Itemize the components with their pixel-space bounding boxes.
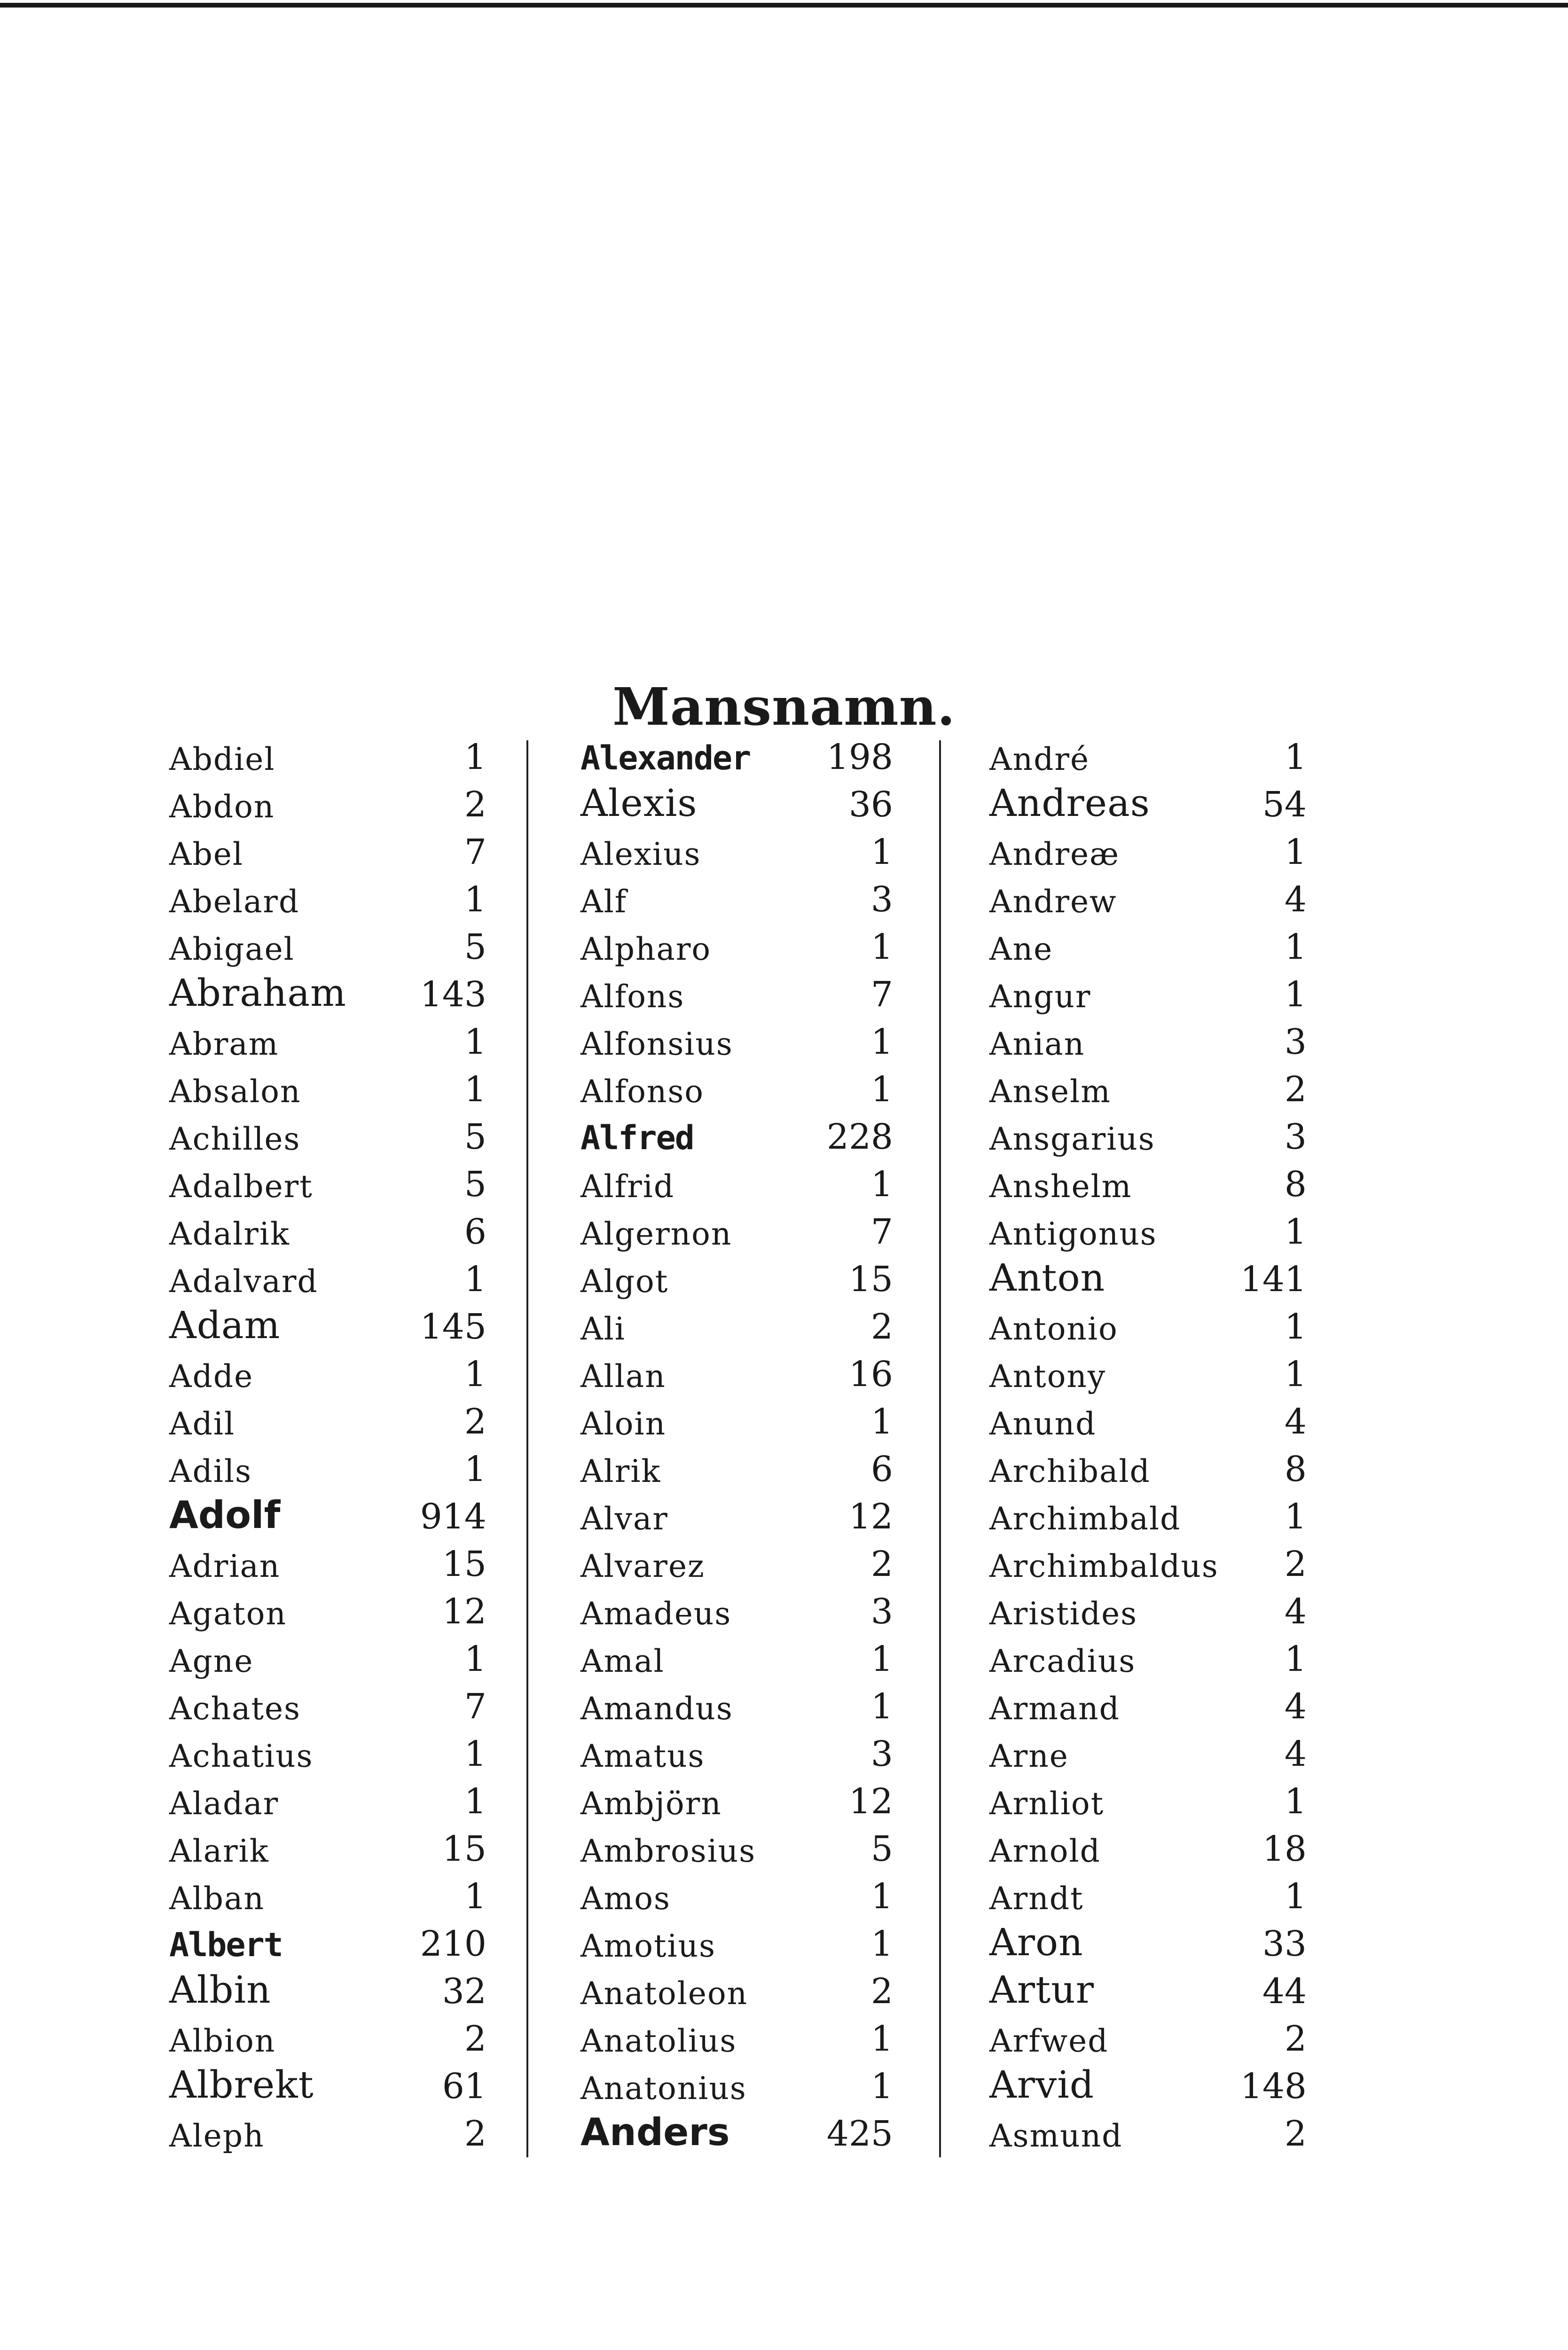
entry-count: 1: [870, 1924, 893, 1964]
name-entry: [989, 2114, 1307, 2164]
entry-count: 8: [1284, 1164, 1307, 1205]
entry-count: 1: [1284, 1876, 1307, 1917]
entry-name: Armand: [989, 1691, 1120, 1727]
entry-name: Angur: [989, 979, 1091, 1015]
name-column-1: [169, 737, 486, 2164]
entry-count: 1: [464, 1449, 486, 1489]
entry-count: 8: [1284, 1449, 1307, 1489]
name-entry: [580, 1591, 893, 1642]
entry-name: Albin: [169, 1968, 271, 2012]
entry-name: Amadeus: [580, 1596, 732, 1632]
entry-count: 1: [464, 879, 486, 920]
entry-name: Alfonsius: [580, 1026, 733, 1062]
name-entry: [989, 1876, 1307, 1927]
entry-count: 228: [826, 1117, 893, 1157]
name-column-3: [989, 737, 1307, 2164]
entry-name: Artur: [989, 1968, 1094, 2012]
name-entry: [989, 927, 1307, 978]
entry-count: 61: [442, 2066, 486, 2107]
name-entry: [580, 2019, 893, 2069]
name-entry: [580, 781, 893, 835]
entry-name: Antonio: [989, 1311, 1118, 1347]
entry-count: 1: [870, 2019, 893, 2059]
entry-count: 4: [1284, 879, 1307, 920]
name-entry: [169, 1829, 486, 1880]
name-entry: [989, 1164, 1307, 1215]
entry-count: 1: [870, 2066, 893, 2107]
entry-name: Adalbert: [169, 1168, 313, 1205]
name-entry: [989, 1354, 1307, 1405]
entry-name: Anatonius: [580, 2070, 747, 2107]
entry-count: 3: [1284, 1117, 1307, 1157]
name-entry: [580, 1402, 893, 1452]
entry-name: Allan: [580, 1358, 666, 1394]
entry-name: Adalvard: [169, 1263, 318, 1300]
name-entry: [580, 1971, 893, 2022]
entry-count: 18: [1262, 1829, 1307, 1869]
name-entry: [989, 2019, 1307, 2069]
column-divider-2: [939, 740, 941, 2157]
name-entry: [169, 2019, 486, 2069]
entry-name: Achatius: [169, 1738, 314, 1774]
entry-name: Adde: [169, 1358, 254, 1394]
entry-count: 2: [464, 2019, 486, 2059]
name-entry: [169, 2114, 486, 2164]
entry-count: 210: [420, 1924, 486, 1964]
entry-name: Anund: [989, 1406, 1097, 1442]
entry-count: 425: [826, 2114, 893, 2154]
name-entry: [580, 1496, 893, 1547]
entry-name: André: [989, 741, 1090, 777]
entry-count: 1: [1284, 1212, 1307, 1252]
entry-name: Ambrosius: [580, 1833, 756, 1869]
entry-name: Abel: [169, 836, 244, 872]
entry-name: Abraham: [169, 971, 346, 1015]
name-entry: [989, 1022, 1307, 1073]
entry-name: Andreæ: [989, 836, 1120, 872]
name-entry: [169, 1924, 486, 1974]
entry-count: 1: [1284, 1781, 1307, 1822]
entry-count: 2: [464, 784, 486, 825]
entry-count: 1: [1284, 927, 1307, 967]
name-entry: [989, 1544, 1307, 1595]
name-entry: [989, 1069, 1307, 1120]
entry-name: Archibald: [989, 1453, 1151, 1489]
entry-name: Albrekt: [169, 2063, 314, 2107]
entry-count: 1: [870, 1686, 893, 1727]
entry-count: 1: [870, 1876, 893, 1917]
entry-name: Anselm: [989, 1073, 1111, 1110]
entry-name: Ali: [580, 1311, 626, 1347]
name-entry: [169, 1781, 486, 1832]
name-entry: [169, 1734, 486, 1785]
top-rule: [0, 3, 1568, 8]
entry-name: Arvid: [989, 2063, 1095, 2107]
entry-count: 15: [442, 1829, 486, 1869]
entry-count: 2: [464, 1402, 486, 1442]
entry-count: 1: [464, 1639, 486, 1679]
entry-count: 12: [848, 1496, 893, 1537]
entry-name: Abelard: [169, 884, 300, 920]
name-entry: [169, 1968, 486, 2022]
entry-name: Abram: [169, 1026, 279, 1062]
entry-count: 3: [870, 879, 893, 920]
entry-count: 1: [870, 832, 893, 872]
name-entry: [580, 1876, 893, 1927]
name-entry: [580, 974, 893, 1025]
entry-count: 143: [420, 974, 486, 1015]
entry-count: 7: [464, 832, 486, 872]
name-entry: [989, 1829, 1307, 1880]
name-entry: [989, 1449, 1307, 1500]
entry-name: Amal: [580, 1643, 665, 1679]
entry-name: Asmund: [989, 2118, 1123, 2154]
entry-name: Alexius: [580, 836, 701, 872]
entry-name: Alpharo: [580, 931, 712, 967]
entry-count: 4: [1284, 1591, 1307, 1632]
name-entry: [169, 1354, 486, 1405]
name-entry: [989, 832, 1307, 883]
name-entry: [580, 1022, 893, 1073]
entry-count: 1: [870, 1022, 893, 1062]
entry-name: Abdon: [169, 789, 275, 825]
entry-name: Alrik: [580, 1453, 661, 1489]
entry-name: Achates: [169, 1691, 301, 1727]
name-entry: [169, 1493, 486, 1547]
entry-count: 6: [464, 1212, 486, 1252]
entry-name: Albert: [169, 1926, 282, 1964]
entry-count: 3: [870, 1591, 893, 1632]
entry-count: 5: [870, 1829, 893, 1869]
entry-name: Archimbaldus: [989, 1548, 1219, 1584]
name-entry: [989, 1307, 1307, 1357]
entry-name: Antigonus: [989, 1216, 1157, 1252]
entry-name: Anton: [989, 1256, 1105, 1300]
entry-count: 16: [848, 1354, 893, 1394]
name-entry: [169, 1069, 486, 1120]
name-entry: [989, 1496, 1307, 1547]
entry-name: Algernon: [580, 1216, 732, 1252]
entry-name: Ane: [989, 931, 1053, 967]
entry-name: Amos: [580, 1880, 671, 1917]
entry-count: 44: [1262, 1971, 1307, 2012]
entry-name: Aleph: [169, 2118, 265, 2154]
entry-name: Agne: [169, 1643, 254, 1679]
entry-name: Algot: [580, 1263, 669, 1300]
entry-count: 7: [464, 1686, 486, 1727]
entry-count: 1: [464, 1876, 486, 1917]
entry-name: Abigael: [169, 931, 295, 967]
entry-name: Absalon: [169, 1073, 301, 1110]
name-entry: [169, 1544, 486, 1595]
entry-name: Amatus: [580, 1738, 705, 1774]
name-entry: [169, 832, 486, 883]
entry-count: 1: [870, 927, 893, 967]
entry-count: 33: [1262, 1924, 1307, 1964]
entry-name: Andreas: [989, 781, 1150, 825]
entry-name: Achilles: [169, 1121, 301, 1157]
name-entry: [169, 1591, 486, 1642]
name-entry: [989, 879, 1307, 930]
entry-name: Anatoleon: [580, 1975, 748, 2012]
name-entry: [989, 1781, 1307, 1832]
entry-name: Arcadius: [989, 1643, 1136, 1679]
entry-count: 1: [870, 1069, 893, 1110]
name-entry: [580, 1734, 893, 1785]
entry-name: Adil: [169, 1406, 235, 1442]
entry-name: Amandus: [580, 1691, 733, 1727]
entry-name: Amotius: [580, 1928, 716, 1964]
entry-count: 4: [1284, 1402, 1307, 1442]
entry-name: Adalrik: [169, 1216, 290, 1252]
name-entry: [169, 1212, 486, 1262]
entry-count: 4: [1284, 1734, 1307, 1774]
entry-count: 1: [464, 1069, 486, 1110]
entry-count: 1: [1284, 1639, 1307, 1679]
entry-count: 7: [870, 974, 893, 1015]
entry-count: 145: [420, 1307, 486, 1347]
entry-name: Alarik: [169, 1833, 269, 1869]
name-entry: [989, 1639, 1307, 1690]
entry-name: Alexander: [580, 739, 751, 777]
entry-name: Adrian: [169, 1548, 281, 1584]
name-entry: [580, 1781, 893, 1832]
entry-name: Anatolius: [580, 2023, 737, 2059]
name-entry: [580, 1069, 893, 1120]
entry-name: Abdiel: [169, 741, 275, 777]
entry-name: Alvarez: [580, 1548, 705, 1584]
entry-name: Adolf: [169, 1493, 281, 1537]
entry-count: 1: [870, 1164, 893, 1205]
entry-count: 4: [1284, 1686, 1307, 1727]
entry-count: 5: [464, 1164, 486, 1205]
name-entry: [580, 1639, 893, 1690]
name-entry: [169, 2063, 486, 2117]
entry-count: 198: [826, 737, 893, 777]
entry-count: 1: [1284, 974, 1307, 1015]
column-divider-1: [526, 740, 528, 2157]
entry-count: 1: [464, 1022, 486, 1062]
entry-name: Aloin: [580, 1406, 666, 1442]
name-entry: [580, 1164, 893, 1215]
entry-name: Anders: [580, 2110, 730, 2154]
name-entry: [169, 737, 486, 788]
entry-name: Ambjörn: [580, 1786, 722, 1822]
name-entry: [580, 737, 893, 788]
entry-name: Anian: [989, 1026, 1085, 1062]
name-entry: [989, 974, 1307, 1025]
entry-name: Adils: [169, 1453, 252, 1489]
name-entry: [580, 879, 893, 930]
name-entry: [169, 971, 486, 1025]
entry-count: 3: [870, 1734, 893, 1774]
entry-count: 1: [464, 1734, 486, 1774]
entry-count: 1: [464, 1354, 486, 1394]
entry-count: 7: [870, 1212, 893, 1252]
entry-name: Albion: [169, 2023, 276, 2059]
entry-name: Alfred: [580, 1119, 694, 1157]
name-entry: [169, 1402, 486, 1452]
entry-count: 2: [1284, 2114, 1307, 2154]
entry-count: 12: [442, 1591, 486, 1632]
entry-count: 32: [442, 1971, 486, 2012]
entry-count: 1: [870, 1402, 893, 1442]
name-entry: [580, 2110, 893, 2164]
name-entry: [169, 784, 486, 835]
entry-count: 1: [1284, 1496, 1307, 1537]
name-entry: [580, 1924, 893, 1974]
entry-name: Alf: [580, 884, 627, 920]
name-entry: [580, 2066, 893, 2117]
name-entry: [580, 832, 893, 883]
entry-name: Alfons: [580, 979, 685, 1015]
entry-name: Andrew: [989, 884, 1117, 920]
entry-count: 1: [1284, 1354, 1307, 1394]
entry-name: Alexis: [580, 781, 698, 825]
name-entry: [580, 1544, 893, 1595]
entry-name: Arnold: [989, 1833, 1101, 1869]
name-entry: [989, 1117, 1307, 1167]
entry-count: 36: [848, 784, 893, 825]
name-entry: [169, 1639, 486, 1690]
entry-name: Anshelm: [989, 1168, 1132, 1205]
entry-count: 1: [1284, 1307, 1307, 1347]
entry-name: Archimbald: [989, 1501, 1181, 1537]
entry-name: Alvar: [580, 1501, 668, 1537]
name-entry: [580, 927, 893, 978]
entry-count: 6: [870, 1449, 893, 1489]
entry-count: 148: [1240, 2066, 1307, 2107]
name-entry: [169, 1876, 486, 1927]
entry-count: 5: [464, 927, 486, 967]
entry-count: 914: [420, 1496, 486, 1537]
entry-count: 15: [848, 1259, 893, 1300]
name-entry: [580, 1829, 893, 1880]
entry-name: Alban: [169, 1880, 265, 1917]
name-entry: [169, 1449, 486, 1500]
name-entry: [989, 1591, 1307, 1642]
name-entry: [580, 1686, 893, 1737]
name-entry: [169, 1164, 486, 1215]
entry-name: Arne: [989, 1738, 1069, 1774]
entry-name: Aristides: [989, 1596, 1137, 1632]
name-entry: [169, 1022, 486, 1073]
entry-count: 1: [1284, 832, 1307, 872]
entry-name: Aladar: [169, 1786, 279, 1822]
name-entry: [989, 1256, 1307, 1310]
entry-name: Agaton: [169, 1596, 287, 1632]
entry-name: Ansgarius: [989, 1121, 1155, 1157]
name-entry: [169, 1259, 486, 1310]
entry-name: Adam: [169, 1303, 281, 1347]
name-entry: [169, 1303, 486, 1357]
page-title: Mansnamn.: [612, 676, 956, 737]
entry-count: 5: [464, 1117, 486, 1157]
name-entry: [989, 737, 1307, 788]
name-entry: [169, 927, 486, 978]
entry-name: Arndt: [989, 1880, 1084, 1917]
entry-name: Alfrid: [580, 1168, 675, 1205]
name-entry: [169, 879, 486, 930]
entry-count: 141: [1240, 1259, 1307, 1300]
entry-count: 54: [1262, 784, 1307, 825]
entry-count: 2: [870, 1544, 893, 1584]
name-entry: [169, 1686, 486, 1737]
name-entry: [580, 1449, 893, 1500]
name-entry: [169, 1117, 486, 1167]
entry-count: 3: [1284, 1022, 1307, 1062]
entry-name: Antony: [989, 1358, 1106, 1394]
entry-count: 1: [464, 1259, 486, 1300]
name-entry: [580, 1117, 893, 1167]
name-column-2: [580, 737, 893, 2164]
entry-count: 2: [1284, 1544, 1307, 1584]
entry-count: 1: [464, 737, 486, 777]
entry-count: 12: [848, 1781, 893, 1822]
entry-name: Aron: [989, 1920, 1083, 1964]
name-entry: [989, 1920, 1307, 1974]
name-entry: [989, 781, 1307, 835]
name-entry: [989, 1402, 1307, 1452]
name-entry: [580, 1212, 893, 1262]
name-entry: [580, 1354, 893, 1405]
entry-count: 2: [1284, 2019, 1307, 2059]
entry-count: 1: [1284, 737, 1307, 777]
entry-count: 15: [442, 1544, 486, 1584]
name-entry: [989, 1734, 1307, 1785]
entry-count: 2: [1284, 1069, 1307, 1110]
entry-count: 2: [870, 1307, 893, 1347]
name-entry: [989, 1686, 1307, 1737]
entry-count: 2: [870, 1971, 893, 2012]
name-entry: [989, 2063, 1307, 2117]
entry-count: 1: [870, 1639, 893, 1679]
entry-name: Arnliot: [989, 1786, 1105, 1822]
name-entry: [989, 1968, 1307, 2022]
name-entry: [580, 1259, 893, 1310]
entry-name: Alfonso: [580, 1073, 705, 1110]
entry-count: 2: [464, 2114, 486, 2154]
name-entry: [580, 1307, 893, 1357]
name-entry: [989, 1212, 1307, 1262]
entry-name: Arfwed: [989, 2023, 1109, 2059]
entry-count: 1: [464, 1781, 486, 1822]
